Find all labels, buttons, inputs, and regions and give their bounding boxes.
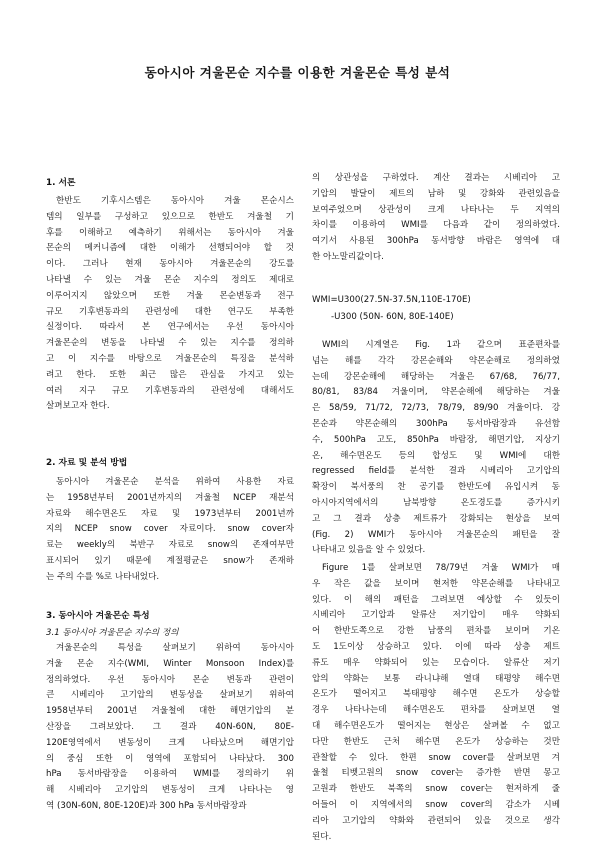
section-2-line: 는 주의 수를 %로 나타내었다. bbox=[46, 571, 160, 582]
section-3-1-line: 의 중심 또한 이 영역에 포함되어 나타났다. 300 bbox=[46, 753, 294, 764]
section-1-line: 템의 일부를 구성하고 있으므로 한반도 겨울철 기 bbox=[46, 211, 294, 222]
section-1-line: 후를 이해하고 예측하기 위해서는 동아시아 겨울 bbox=[46, 227, 294, 238]
section-3-1-body bbox=[46, 641, 294, 815]
right-paragraph-2-line: 고 그 결과 상층 제트류가 강화되는 현상을 보여 bbox=[312, 513, 560, 524]
section-3-1-line: hPa 동서바람장을 이용하여 WMI를 정의하기 위 bbox=[46, 769, 294, 780]
right-paragraph-2-line: 은 58/59, 71/72, 72/73, 78/79, 89/90 겨울이다. 강 bbox=[312, 403, 560, 414]
section-1-line: 규모 기후변동과의 관련성에 대한 연구도 부족한 bbox=[46, 306, 294, 317]
section-1-line: 이루어지지 않았으며 또한 겨울 몬순변동과 전구 bbox=[46, 290, 294, 301]
right-paragraph-3-line: 있다. 이 해의 패턴을 그려보면 예상할 수 있듯이 bbox=[312, 594, 560, 605]
right-paragraph-3-line: 고원과 한반도 북쪽의 snow cover는 현저하게 줄 bbox=[312, 784, 560, 795]
right-paragraph-2-line: regressed field를 분석한 결과 시베리아 고기압의 bbox=[312, 466, 560, 477]
right-paragraph-3-line: 어 한반도쪽으로 강한 남풍의 편차를 보이며 기온 bbox=[312, 626, 560, 637]
right-paragraph-3-line: 어들어 이 지역에서의 snow cover의 감소가 시베 bbox=[312, 799, 560, 810]
section-2-line: 표시되어 있기 때문에 계절평균은 snow가 존재하 bbox=[46, 555, 294, 566]
right-paragraph-3-line: 우 작은 값을 보이며 현저한 약몬순해를 나타내고 bbox=[312, 578, 560, 589]
section-2-line: 동아시아 겨울몬순 분석을 위하여 사용한 자료 bbox=[56, 477, 294, 487]
section-1-body bbox=[46, 194, 294, 415]
section-2-line: 지의 NCEP snow cover 자료이다. snow cover자 bbox=[46, 524, 294, 535]
right-paragraph-2-line: 온, 해수면온도 등의 합성도 및 WMI에 대한 bbox=[312, 450, 560, 461]
right-paragraph-2 bbox=[312, 338, 560, 559]
equation-line-1: WMI=U300(27.5N-37.5N,110E-170E) bbox=[312, 295, 471, 305]
right-paragraph-3-line: 된다. bbox=[312, 831, 332, 842]
section-3-1-line: 큰 시베리아 고기압의 변동성을 살펴보기 위하여 bbox=[46, 690, 294, 701]
right-paragraph-2-line: 나타내고 있음을 알 수 있었다. bbox=[312, 545, 426, 556]
section-1-line: 나타낼 수 있는 겨울 몬순 지수의 정의도 제대로 bbox=[46, 274, 294, 285]
section-2-line: 는 1958년부터 2001년까지의 겨울철 NCEP 재분석 bbox=[46, 492, 294, 503]
section-2-line: 료는 weekly의 북반구 자료로 snow의 존재여부만 bbox=[46, 540, 294, 551]
section-1-line: 한반도 기후시스템은 동아시아 겨울 몬순시스 bbox=[56, 196, 294, 206]
right-paragraph-3-line: 리아 고기압의 약화와 관련되어 있을 것으로 생각 bbox=[312, 815, 560, 826]
right-paragraph-2-line: 80/81, 83/84 겨울이며, 약몬순해에 해당하는 겨울 bbox=[312, 387, 560, 398]
right-paragraph-3-line: 시베리아 고기압과 알류산 저기압이 매우 약화되 bbox=[312, 610, 560, 621]
section-1-line: 려고 한다. 또한 최근 많은 관심을 가지고 있는 bbox=[46, 369, 294, 380]
right-paragraph-2-line: 몬순과 약몬순해의 300hPa 동서바람장과 유선함 bbox=[312, 418, 560, 429]
section-3-1-line: 겨울 몬순 지수(WMI, Winter Monsoon Index)를 bbox=[46, 658, 294, 669]
right-paragraph-1 bbox=[312, 171, 560, 266]
right-paragraph-2-line: WMI의 시계열은 Fig. 1과 같으며 표준편차를 bbox=[322, 340, 560, 350]
right-paragraph-3-line: 울철 티벳고원의 snow cover는 증가한 반면 몽고 bbox=[312, 768, 560, 779]
section-3-1-heading: 3.1 동아시아 겨울몬순 지수의 정의 bbox=[46, 628, 179, 638]
paper-title: 동아시아 겨울몬순 지수를 이용한 겨울몬순 특성 분석 bbox=[144, 65, 451, 80]
right-paragraph-1-line: 기압의 발달이 제트의 남하 및 강화와 관련있음을 bbox=[312, 188, 560, 199]
right-paragraph-3-line: 경우 나타나는데 해수면온도 편차를 살펴보면 열 bbox=[312, 705, 560, 716]
right-paragraph-2-line: 확장이 북서풍의 찬 공기를 한반도에 유입시켜 동 bbox=[312, 482, 560, 493]
section-3-1-line: 역 (30N-60N, 80E-120E)과 300 hPa 동서바람장과 bbox=[46, 800, 247, 811]
section-2-heading: 2. 자료 및 분석 방법 bbox=[46, 458, 128, 468]
section-3-1-line: 겨울몬순의 특성을 살펴보기 위하여 동아시아 bbox=[56, 643, 294, 653]
right-paragraph-2-line: 아시아지역에서의 남북방향 온도경도를 증가시키 bbox=[312, 497, 560, 508]
right-paragraph-2-line: 넘는 해를 각각 강몬순해와 약몬순해로 정의하였 bbox=[312, 355, 560, 366]
right-paragraph-3-line: 온도가 떨어지고 북태평양 해수면 온도가 상승할 bbox=[312, 689, 560, 700]
section-1-line: 이다. 그러나 현재 동아시아 겨울몬순의 강도를 bbox=[46, 259, 294, 270]
right-paragraph-1-line: 한 아노말리값이다. bbox=[312, 251, 384, 262]
section-1-line: 실정이다. 따라서 본 연구에서는 우선 동아시아 bbox=[46, 322, 294, 333]
right-paragraph-3-line: 다만 한반도 근처 해수면 온도가 상승하는 것만 bbox=[312, 736, 560, 747]
equation-line-2: -U300 (50N- 60N, 80E-140E) bbox=[331, 312, 454, 322]
section-1-line: 겨울몬순의 변동을 나타낼 수 있는 지수를 정의하 bbox=[46, 338, 294, 349]
section-2-body bbox=[46, 475, 294, 586]
right-paragraph-1-line: 여기서 사용된 300hPa 동서방향 바람은 영역에 대 bbox=[312, 236, 560, 247]
section-3-1-line: 산장을 그려보았다. 그 결과 40N-60N, 80E- bbox=[46, 721, 294, 732]
right-paragraph-3-line: 도 1도이상 상승하고 있다. 이에 따라 상층 제트 bbox=[312, 641, 560, 652]
right-paragraph-3-line: 관찰할 수 있다. 한편 snow cover를 살펴보면 겨 bbox=[312, 752, 560, 763]
right-paragraph-1-line: 차이를 이용하여 WMI를 다음과 같이 정의하였다. bbox=[312, 220, 560, 231]
right-paragraph-3-line: 압의 약화는 보통 라니냐해 열대 태평양 해수면 bbox=[312, 673, 560, 684]
section-2-line: 자료와 해수면온도 자료 및 1973년부터 2001년까 bbox=[46, 508, 294, 519]
section-3-heading: 3. 동아시아 겨울몬순 특성 bbox=[46, 611, 150, 621]
right-paragraph-1-line: 의 상관성을 구하였다. 계산 결과는 시베리아 고 bbox=[312, 173, 560, 183]
right-paragraph-3-line: Figure 1를 살펴보면 78/79년 겨울 WMI가 매 bbox=[322, 563, 560, 573]
section-1-line: 고 이 지수를 바탕으로 겨울몬순의 특징을 분석하 bbox=[46, 353, 294, 364]
section-3-1-line: 1958년부터 2001년 겨울철에 대한 해면기압의 분 bbox=[46, 706, 294, 717]
right-paragraph-3-line: 대 해수면온도가 떨어지는 현상은 살펴볼 수 없고 bbox=[312, 720, 560, 731]
section-1-heading: 1. 서론 bbox=[46, 178, 76, 188]
right-paragraph-3-line: 류도 매우 약화되어 있는 모습이다. 알류산 저기 bbox=[312, 657, 560, 668]
section-1-line: 몬순의 메커니즘에 대한 이해가 선행되어야 할 것 bbox=[46, 243, 294, 254]
section-3-1-line: 정의하였다. 우선 동아시아 몬순 변동과 관련이 bbox=[46, 674, 294, 685]
section-1-line: 여러 지구 규모 기후변동과의 관련성에 대해서도 bbox=[46, 385, 294, 396]
section-1-line: 살펴보고자 한다. bbox=[46, 401, 110, 412]
section-3-1-line: 해 시베리아 고기압의 변동성이 크게 나타나는 영 bbox=[46, 785, 294, 796]
right-paragraph-2-line: (Fig. 2) WMI가 동아시아 겨울몬순의 패턴을 잘 bbox=[312, 529, 560, 540]
right-paragraph-2-line: 는데 강몬순해에 해당하는 겨울은 67/68, 76/77, bbox=[312, 371, 560, 382]
right-paragraph-3 bbox=[312, 561, 560, 845]
right-paragraph-2-line: 수, 500hPa 고도, 850hPa 바람장, 해면기압, 지상기 bbox=[312, 434, 560, 445]
right-paragraph-1-line: 보여주었으며 상관성이 크게 나타나는 두 지역의 bbox=[312, 204, 560, 215]
section-3-1-line: 120E영역에서 변동성이 크게 나타났으며 해면기압 bbox=[46, 737, 294, 748]
